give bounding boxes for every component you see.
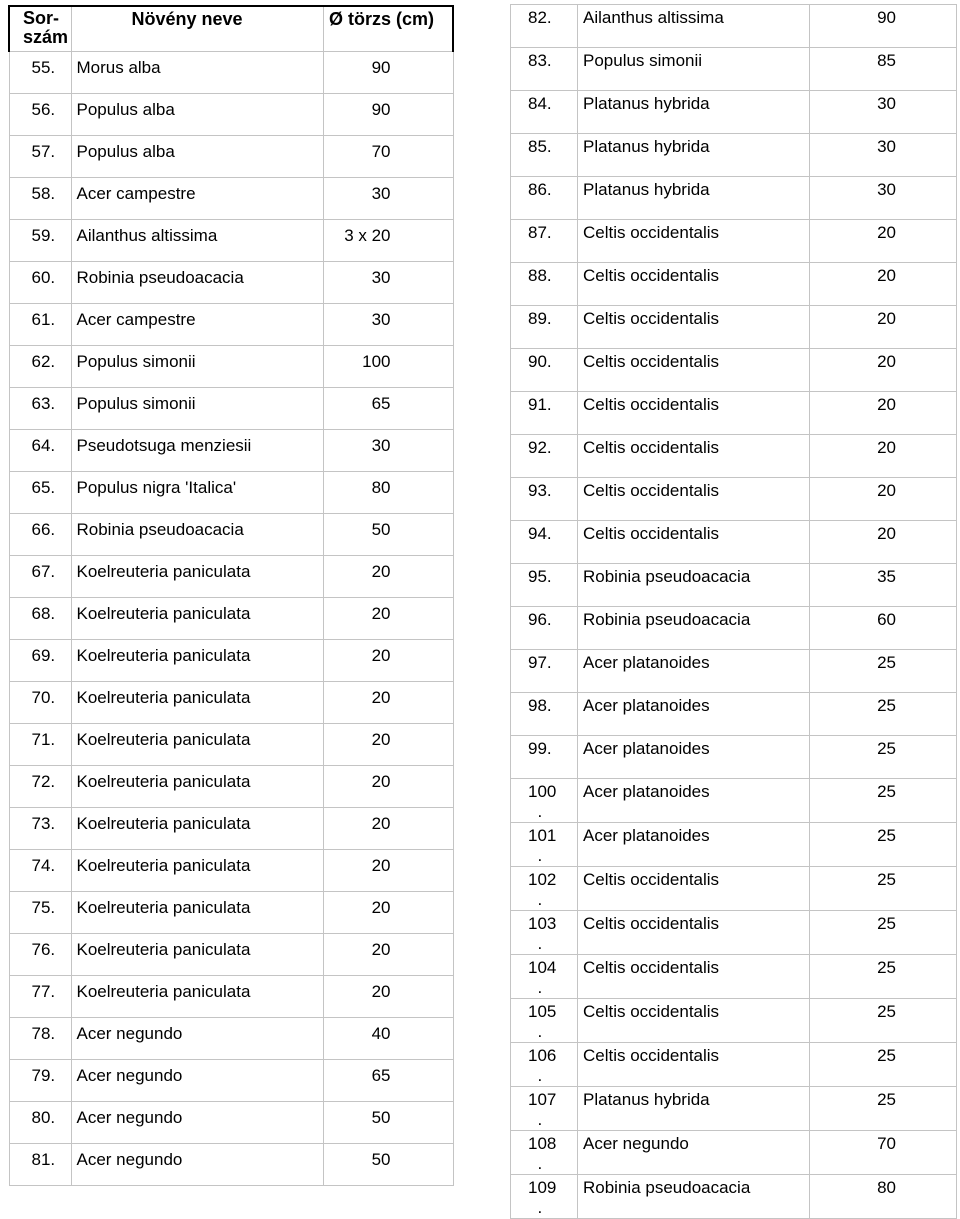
table-row: [511, 736, 957, 779]
table-row: [9, 388, 453, 430]
table-row: [9, 1144, 453, 1186]
table-row: [9, 262, 453, 304]
row-serial-number: 62.: [9, 346, 71, 388]
table-row: [511, 823, 957, 867]
row-plant-name: Koelreuteria paniculata: [71, 682, 323, 724]
table-row: [9, 304, 453, 346]
row-serial-number: 55.: [9, 52, 71, 94]
row-trunk-diameter: 20: [810, 478, 957, 521]
row-trunk-diameter: 65: [323, 388, 453, 430]
row-plant-name: Koelreuteria paniculata: [71, 724, 323, 766]
row-serial-number: 88.: [511, 263, 578, 306]
table-row: [511, 5, 957, 48]
row-trunk-diameter: 80: [810, 1175, 957, 1219]
row-plant-name: Celtis occidentalis: [578, 435, 810, 478]
table-row: [511, 779, 957, 823]
row-serial-number: 93.: [511, 478, 578, 521]
row-serial-number: 97.: [511, 650, 578, 693]
row-plant-name: Celtis occidentalis: [578, 263, 810, 306]
table-row: [9, 1102, 453, 1144]
row-plant-name: Populus alba: [71, 94, 323, 136]
row-plant-name: Celtis occidentalis: [578, 220, 810, 263]
row-trunk-diameter: 20: [810, 435, 957, 478]
row-serial-number: 101 .: [511, 823, 578, 867]
table-row: [9, 556, 453, 598]
table-row: [511, 392, 957, 435]
tree-inventory-table-right: [510, 4, 957, 1219]
row-plant-name: Morus alba: [71, 52, 323, 94]
row-trunk-diameter: 30: [323, 262, 453, 304]
row-plant-name: Populus simonii: [71, 388, 323, 430]
row-plant-name: Koelreuteria paniculata: [71, 766, 323, 808]
row-serial-number: 108 .: [511, 1131, 578, 1175]
table-row: [511, 693, 957, 736]
row-trunk-diameter: 60: [810, 607, 957, 650]
row-trunk-diameter: 20: [323, 682, 453, 724]
table-row: [511, 48, 957, 91]
row-serial-number: 92.: [511, 435, 578, 478]
row-trunk-diameter: 100: [323, 346, 453, 388]
row-serial-number: 78.: [9, 1018, 71, 1060]
table-row: [511, 955, 957, 999]
row-plant-name: Celtis occidentalis: [578, 867, 810, 911]
row-serial-number: 103 .: [511, 911, 578, 955]
row-plant-name: Robinia pseudoacacia: [578, 564, 810, 607]
table-row: [9, 640, 453, 682]
row-serial-number: 95.: [511, 564, 578, 607]
table-row: [511, 263, 957, 306]
row-serial-number: 80.: [9, 1102, 71, 1144]
table-row: [511, 349, 957, 392]
row-trunk-diameter: 20: [810, 349, 957, 392]
row-serial-number: 56.: [9, 94, 71, 136]
row-trunk-diameter: 20: [323, 934, 453, 976]
header-plant-name: Növény neve: [71, 6, 323, 52]
tree-inventory-table-left: [8, 5, 454, 1186]
row-plant-name: Robinia pseudoacacia: [71, 514, 323, 556]
table-row: [511, 134, 957, 177]
table-row: [511, 91, 957, 134]
row-plant-name: Koelreuteria paniculata: [71, 808, 323, 850]
row-serial-number: 91.: [511, 392, 578, 435]
row-trunk-diameter: 20: [810, 392, 957, 435]
row-serial-number: 98.: [511, 693, 578, 736]
header-trunk-diameter: Ø törzs (cm): [323, 6, 453, 52]
row-serial-number: 104 .: [511, 955, 578, 999]
row-trunk-diameter: 20: [323, 850, 453, 892]
row-serial-number: 79.: [9, 1060, 71, 1102]
table-row: [511, 607, 957, 650]
row-serial-number: 109 .: [511, 1175, 578, 1219]
row-plant-name: Acer platanoides: [578, 779, 810, 823]
table-row: [9, 1018, 453, 1060]
row-serial-number: 77.: [9, 976, 71, 1018]
row-serial-number: 58.: [9, 178, 71, 220]
table-row: [511, 867, 957, 911]
row-trunk-diameter: 50: [323, 1144, 453, 1186]
row-trunk-diameter: 20: [323, 724, 453, 766]
table-row: [9, 892, 453, 934]
row-serial-number: 100 .: [511, 779, 578, 823]
row-plant-name: Celtis occidentalis: [578, 911, 810, 955]
table-row: [511, 564, 957, 607]
row-serial-number: 76.: [9, 934, 71, 976]
row-serial-number: 89.: [511, 306, 578, 349]
row-plant-name: Koelreuteria paniculata: [71, 934, 323, 976]
row-serial-number: 66.: [9, 514, 71, 556]
row-trunk-diameter: 20: [810, 306, 957, 349]
row-trunk-diameter: 30: [810, 134, 957, 177]
row-plant-name: Celtis occidentalis: [578, 306, 810, 349]
row-trunk-diameter: 80: [323, 472, 453, 514]
row-trunk-diameter: 25: [810, 823, 957, 867]
row-serial-number: 69.: [9, 640, 71, 682]
row-plant-name: Celtis occidentalis: [578, 1043, 810, 1087]
row-trunk-diameter: 70: [810, 1131, 957, 1175]
row-trunk-diameter: 20: [323, 598, 453, 640]
row-plant-name: Acer negundo: [578, 1131, 810, 1175]
row-plant-name: Acer platanoides: [578, 823, 810, 867]
row-plant-name: Ailanthus altissima: [71, 220, 323, 262]
row-serial-number: 81.: [9, 1144, 71, 1186]
row-plant-name: Acer platanoides: [578, 650, 810, 693]
table-row: [511, 220, 957, 263]
table-row: [9, 682, 453, 724]
row-trunk-diameter: 25: [810, 1087, 957, 1131]
table-row: [9, 976, 453, 1018]
table-row: [9, 1060, 453, 1102]
table-row: [511, 1175, 957, 1219]
row-plant-name: Koelreuteria paniculata: [71, 598, 323, 640]
table-row: [9, 850, 453, 892]
row-trunk-diameter: 25: [810, 999, 957, 1043]
row-trunk-diameter: 25: [810, 693, 957, 736]
row-trunk-diameter: 90: [810, 5, 957, 48]
header-serial-number: Sor- szám: [9, 6, 71, 52]
row-plant-name: Acer campestre: [71, 304, 323, 346]
row-trunk-diameter: 30: [323, 304, 453, 346]
row-trunk-diameter: 20: [810, 521, 957, 564]
row-plant-name: Koelreuteria paniculata: [71, 640, 323, 682]
row-trunk-diameter: 25: [810, 955, 957, 999]
row-trunk-diameter: 30: [810, 91, 957, 134]
row-plant-name: Koelreuteria paniculata: [71, 556, 323, 598]
row-plant-name: Platanus hybrida: [578, 177, 810, 220]
row-trunk-diameter: 20: [323, 892, 453, 934]
row-trunk-diameter: 25: [810, 650, 957, 693]
row-plant-name: Celtis occidentalis: [578, 392, 810, 435]
row-serial-number: 70.: [9, 682, 71, 724]
row-serial-number: 68.: [9, 598, 71, 640]
row-trunk-diameter: 50: [323, 1102, 453, 1144]
row-serial-number: 75.: [9, 892, 71, 934]
table-row: [511, 435, 957, 478]
row-trunk-diameter: 3 x 20: [323, 220, 453, 262]
row-plant-name: Celtis occidentalis: [578, 349, 810, 392]
row-serial-number: 84.: [511, 91, 578, 134]
row-plant-name: Celtis occidentalis: [578, 955, 810, 999]
row-plant-name: Ailanthus altissima: [578, 5, 810, 48]
row-plant-name: Acer platanoides: [578, 736, 810, 779]
row-trunk-diameter: 70: [323, 136, 453, 178]
row-serial-number: 94.: [511, 521, 578, 564]
row-serial-number: 72.: [9, 766, 71, 808]
row-plant-name: Acer campestre: [71, 178, 323, 220]
table-row: [9, 724, 453, 766]
table-row: [9, 808, 453, 850]
row-plant-name: Celtis occidentalis: [578, 478, 810, 521]
row-trunk-diameter: 35: [810, 564, 957, 607]
table-row: [9, 52, 453, 94]
table-row: [9, 178, 453, 220]
row-trunk-diameter: 20: [323, 976, 453, 1018]
row-trunk-diameter: 90: [323, 52, 453, 94]
row-trunk-diameter: 20: [323, 556, 453, 598]
row-plant-name: Celtis occidentalis: [578, 999, 810, 1043]
row-serial-number: 102 .: [511, 867, 578, 911]
row-trunk-diameter: 25: [810, 736, 957, 779]
row-plant-name: Acer negundo: [71, 1144, 323, 1186]
row-serial-number: 67.: [9, 556, 71, 598]
table-row: [511, 911, 957, 955]
row-trunk-diameter: 85: [810, 48, 957, 91]
table-row: [511, 306, 957, 349]
row-serial-number: 57.: [9, 136, 71, 178]
table-row: [511, 1087, 957, 1131]
row-plant-name: Koelreuteria paniculata: [71, 976, 323, 1018]
table-row: [9, 472, 453, 514]
table-row: [9, 766, 453, 808]
row-plant-name: Acer negundo: [71, 1102, 323, 1144]
row-serial-number: 63.: [9, 388, 71, 430]
table-row: [511, 521, 957, 564]
row-trunk-diameter: 30: [323, 430, 453, 472]
table-header-row: [9, 6, 453, 52]
row-trunk-diameter: 30: [323, 178, 453, 220]
row-trunk-diameter: 90: [323, 94, 453, 136]
row-plant-name: Robinia pseudoacacia: [578, 1175, 810, 1219]
row-plant-name: Pseudotsuga menziesii: [71, 430, 323, 472]
row-serial-number: 83.: [511, 48, 578, 91]
row-serial-number: 107 .: [511, 1087, 578, 1131]
row-serial-number: 74.: [9, 850, 71, 892]
row-trunk-diameter: 20: [810, 263, 957, 306]
row-serial-number: 90.: [511, 349, 578, 392]
row-plant-name: Koelreuteria paniculata: [71, 892, 323, 934]
table-row: [9, 346, 453, 388]
row-serial-number: 85.: [511, 134, 578, 177]
row-trunk-diameter: 65: [323, 1060, 453, 1102]
row-plant-name: Populus simonii: [578, 48, 810, 91]
row-trunk-diameter: 25: [810, 779, 957, 823]
row-serial-number: 82.: [511, 5, 578, 48]
table-row: [9, 94, 453, 136]
row-serial-number: 73.: [9, 808, 71, 850]
table-row: [9, 934, 453, 976]
row-plant-name: Populus nigra 'Italica': [71, 472, 323, 514]
table-row: [9, 136, 453, 178]
row-plant-name: Platanus hybrida: [578, 91, 810, 134]
row-serial-number: 60.: [9, 262, 71, 304]
row-serial-number: 105 .: [511, 999, 578, 1043]
row-serial-number: 71.: [9, 724, 71, 766]
table-row: [511, 177, 957, 220]
row-plant-name: Platanus hybrida: [578, 134, 810, 177]
row-serial-number: 64.: [9, 430, 71, 472]
row-serial-number: 99.: [511, 736, 578, 779]
row-trunk-diameter: 25: [810, 867, 957, 911]
row-trunk-diameter: 20: [323, 766, 453, 808]
row-plant-name: Robinia pseudoacacia: [71, 262, 323, 304]
table-row: [9, 220, 453, 262]
row-trunk-diameter: 25: [810, 911, 957, 955]
row-trunk-diameter: 20: [810, 220, 957, 263]
table-row: [511, 478, 957, 521]
row-serial-number: 96.: [511, 607, 578, 650]
table-row: [9, 430, 453, 472]
row-plant-name: Acer negundo: [71, 1060, 323, 1102]
table-row: [511, 650, 957, 693]
table-row: [9, 514, 453, 556]
row-plant-name: Acer negundo: [71, 1018, 323, 1060]
row-trunk-diameter: 25: [810, 1043, 957, 1087]
row-plant-name: Koelreuteria paniculata: [71, 850, 323, 892]
table-row: [511, 1131, 957, 1175]
row-trunk-diameter: 20: [323, 640, 453, 682]
row-plant-name: Platanus hybrida: [578, 1087, 810, 1131]
row-serial-number: 87.: [511, 220, 578, 263]
row-serial-number: 65.: [9, 472, 71, 514]
row-trunk-diameter: 50: [323, 514, 453, 556]
row-plant-name: Celtis occidentalis: [578, 521, 810, 564]
row-plant-name: Populus alba: [71, 136, 323, 178]
row-serial-number: 59.: [9, 220, 71, 262]
table-row: [9, 598, 453, 640]
row-plant-name: Populus simonii: [71, 346, 323, 388]
table-row: [511, 1043, 957, 1087]
row-serial-number: 86.: [511, 177, 578, 220]
row-plant-name: Acer platanoides: [578, 693, 810, 736]
row-trunk-diameter: 20: [323, 808, 453, 850]
row-plant-name: Robinia pseudoacacia: [578, 607, 810, 650]
row-trunk-diameter: 40: [323, 1018, 453, 1060]
table-row: [511, 999, 957, 1043]
row-trunk-diameter: 30: [810, 177, 957, 220]
row-serial-number: 61.: [9, 304, 71, 346]
row-serial-number: 106 .: [511, 1043, 578, 1087]
